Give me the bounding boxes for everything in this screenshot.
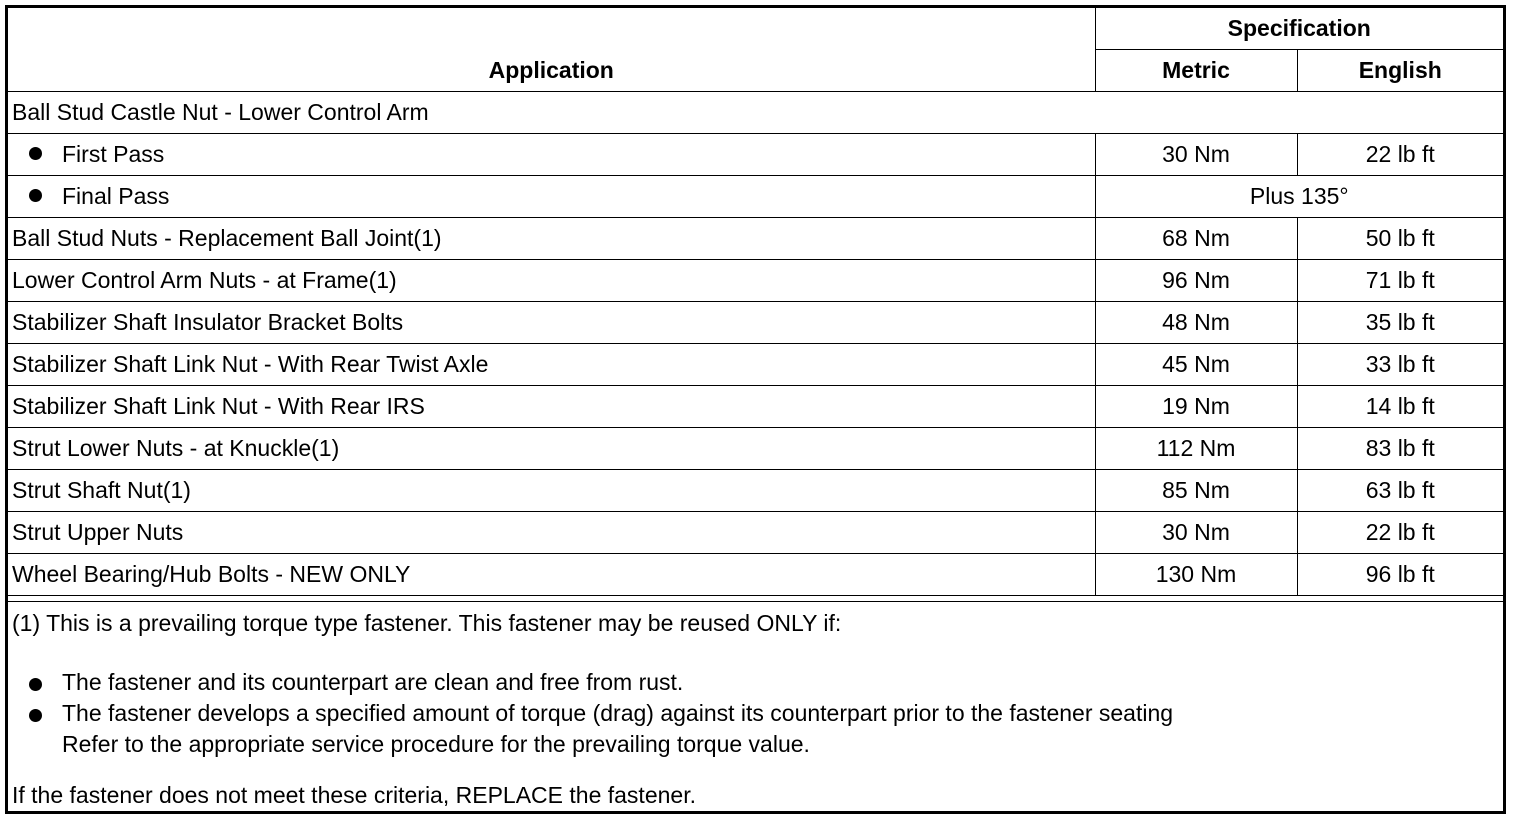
table-row [8,554,1503,596]
english-cell: 35 lb ft [1297,302,1503,344]
metric-header: Metric [1095,50,1297,92]
table-row [8,218,1503,260]
torque-spec-table [8,8,1503,596]
english-cell: 63 lb ft [1297,470,1503,512]
bullet-icon [29,709,42,722]
application-cell [8,176,1095,218]
application-cell: Lower Control Arm Nuts - at Frame(1) [8,260,1095,302]
english-cell: 22 lb ft [1297,512,1503,554]
table-row [8,386,1503,428]
table-row [8,428,1503,470]
bullet-icon [29,678,42,691]
table-row [8,512,1503,554]
application-cell: Stabilizer Shaft Link Nut - With Rear Twist Axle [8,344,1095,386]
english-cell: 96 lb ft [1297,554,1503,596]
combined-spec-cell: Plus 135° [1095,176,1503,218]
table-row [8,302,1503,344]
footnote-bullet [29,698,1173,760]
application-cell: Ball Stud Castle Nut - Lower Control Arm [8,92,1503,134]
application-cell [8,134,1095,176]
header-row-top [8,8,1503,50]
footnote-intro: (1) This is a prevailing torque type fastener. This fastener may be reused ONLY if: [12,610,842,636]
table-row [8,470,1503,512]
footnote-closing: If the fastener does not meet these criteria, REPLACE the fastener. [12,782,696,808]
metric-cell: 130 Nm [1095,554,1297,596]
metric-cell: 30 Nm [1095,512,1297,554]
application-cell: Ball Stud Nuts - Replacement Ball Joint(1) [8,218,1095,260]
application-text: Final Pass [62,183,170,209]
table-row [8,134,1503,176]
english-cell: 71 lb ft [1297,260,1503,302]
metric-cell: 48 Nm [1095,302,1297,344]
footnote-bullet-text-continued: Refer to the appropriate service procedure for the prevailing torque value. [62,731,810,757]
bullet-icon [29,147,42,160]
application-cell: Strut Upper Nuts [8,512,1095,554]
metric-cell: 30 Nm [1095,134,1297,176]
footnote-bullet-text: The fastener and its counterpart are clean and free from rust. [62,669,684,695]
metric-cell: 85 Nm [1095,470,1297,512]
application-cell: Strut Shaft Nut(1) [8,470,1095,512]
table-row [8,92,1503,134]
english-cell: 83 lb ft [1297,428,1503,470]
metric-cell: 68 Nm [1095,218,1297,260]
table-row [8,344,1503,386]
metric-cell: 112 Nm [1095,428,1297,470]
footnote-bullet-list [29,667,1173,760]
english-cell: 22 lb ft [1297,134,1503,176]
english-cell: 14 lb ft [1297,386,1503,428]
english-header: English [1297,50,1503,92]
footnote-bullet-text: The fastener develops a specified amount of torque (drag) against its counterpart prior to the fastener seating [62,700,1174,726]
application-cell: Stabilizer Shaft Insulator Bracket Bolts [8,302,1095,344]
application-cell: Strut Lower Nuts - at Knuckle(1) [8,428,1095,470]
metric-cell: 45 Nm [1095,344,1297,386]
table-row [8,260,1503,302]
bullet-icon [29,189,42,202]
table-row [8,176,1503,218]
specification-header: Specification [1095,8,1503,50]
metric-cell: 19 Nm [1095,386,1297,428]
application-header: Application [8,8,1095,92]
torque-spec-table-frame [5,5,1506,814]
application-cell: Wheel Bearing/Hub Bolts - NEW ONLY [8,554,1095,596]
footnote-section [8,601,1503,811]
english-cell: 50 lb ft [1297,218,1503,260]
metric-cell: 96 Nm [1095,260,1297,302]
application-text: First Pass [62,141,165,167]
application-cell: Stabilizer Shaft Link Nut - With Rear IRS [8,386,1095,428]
footnote-bullet [29,667,1173,698]
english-cell: 33 lb ft [1297,344,1503,386]
